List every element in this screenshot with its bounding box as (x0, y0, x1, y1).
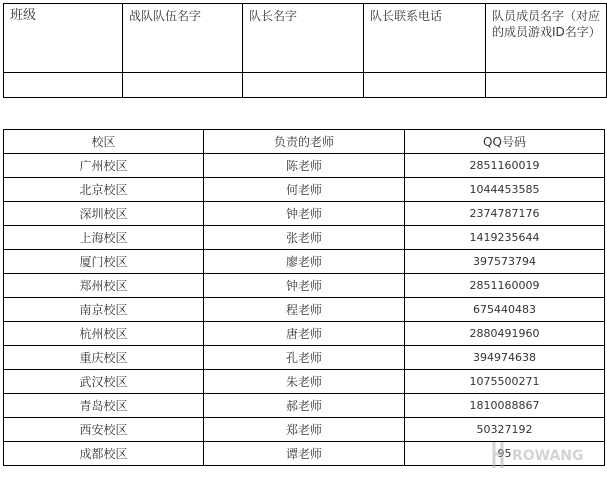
table-row (4, 346, 605, 370)
table-row (4, 178, 605, 202)
table-row (4, 418, 605, 442)
registration-header-row (4, 4, 607, 73)
qq-cell: 1075500271 (405, 370, 605, 394)
campus-cell: 成都校区 (4, 442, 204, 466)
campus-cell: 郑州校区 (4, 274, 204, 298)
qq-cell: 2851160019 (405, 154, 605, 178)
qq-cell: 1044453585 (405, 178, 605, 202)
empty-cell (123, 73, 243, 98)
watermark-text: ROWANG (512, 448, 584, 464)
header-captain-phone: 队长联系电话 (364, 4, 486, 73)
empty-cell (486, 73, 607, 98)
table-row (4, 370, 605, 394)
campus-cell: 杭州校区 (4, 322, 204, 346)
registration-empty-row (4, 73, 607, 98)
header-qq: QQ号码 (405, 130, 605, 154)
teacher-cell: 孔老师 (204, 346, 405, 370)
campus-cell: 青岛校区 (4, 394, 204, 418)
campus-cell: 厦门校区 (4, 250, 204, 274)
header-member-names: 队员成员名字（对应的成员游戏ID名字） (486, 4, 607, 73)
teacher-cell: 陈老师 (204, 154, 405, 178)
header-captain-name: 队长名字 (243, 4, 364, 73)
qq-cell: 1419235644 (405, 226, 605, 250)
table-row (4, 226, 605, 250)
qq-cell: 50327192 (405, 418, 605, 442)
qq-cell: 675440483 (405, 298, 605, 322)
contact-table-body (4, 154, 605, 466)
registration-table (3, 3, 607, 98)
qq-cell: 394974638 (405, 346, 605, 370)
teacher-cell: 唐老师 (204, 322, 405, 346)
table-row (4, 442, 605, 466)
header-campus: 校区 (4, 130, 204, 154)
table-row (4, 322, 605, 346)
table-row (4, 250, 605, 274)
header-teacher: 负责的老师 (204, 130, 405, 154)
qq-cell: 95 (405, 442, 605, 466)
table-row (4, 274, 605, 298)
table-row (4, 154, 605, 178)
campus-cell: 重庆校区 (4, 346, 204, 370)
teacher-cell: 廖老师 (204, 250, 405, 274)
qq-cell: 2880491960 (405, 322, 605, 346)
campus-cell: 上海校区 (4, 226, 204, 250)
empty-cell (243, 73, 364, 98)
campus-cell: 南京校区 (4, 298, 204, 322)
qq-cell: 1810088867 (405, 394, 605, 418)
teacher-cell: 程老师 (204, 298, 405, 322)
campus-cell: 西安校区 (4, 418, 204, 442)
teacher-cell: 郝老师 (204, 394, 405, 418)
teacher-cell: 钟老师 (204, 202, 405, 226)
header-team-name: 战队队伍名字 (123, 4, 243, 73)
campus-cell: 深圳校区 (4, 202, 204, 226)
table-row (4, 394, 605, 418)
teacher-cell: 谭老师 (204, 442, 405, 466)
qq-cell: 397573794 (405, 250, 605, 274)
campus-cell: 广州校区 (4, 154, 204, 178)
empty-cell (364, 73, 486, 98)
teacher-cell: 张老师 (204, 226, 405, 250)
contact-header-row (4, 130, 605, 154)
teacher-cell: 钟老师 (204, 274, 405, 298)
campus-contact-table (3, 129, 605, 466)
teacher-cell: 朱老师 (204, 370, 405, 394)
teacher-cell: 何老师 (204, 178, 405, 202)
qq-cell: 2374787176 (405, 202, 605, 226)
table-row (4, 202, 605, 226)
campus-cell: 北京校区 (4, 178, 204, 202)
teacher-cell: 郑老师 (204, 418, 405, 442)
campus-cell: 武汉校区 (4, 370, 204, 394)
table-row (4, 298, 605, 322)
header-class: 班级 (4, 4, 123, 73)
qq-cell: 2851160009 (405, 274, 605, 298)
empty-cell (4, 73, 123, 98)
